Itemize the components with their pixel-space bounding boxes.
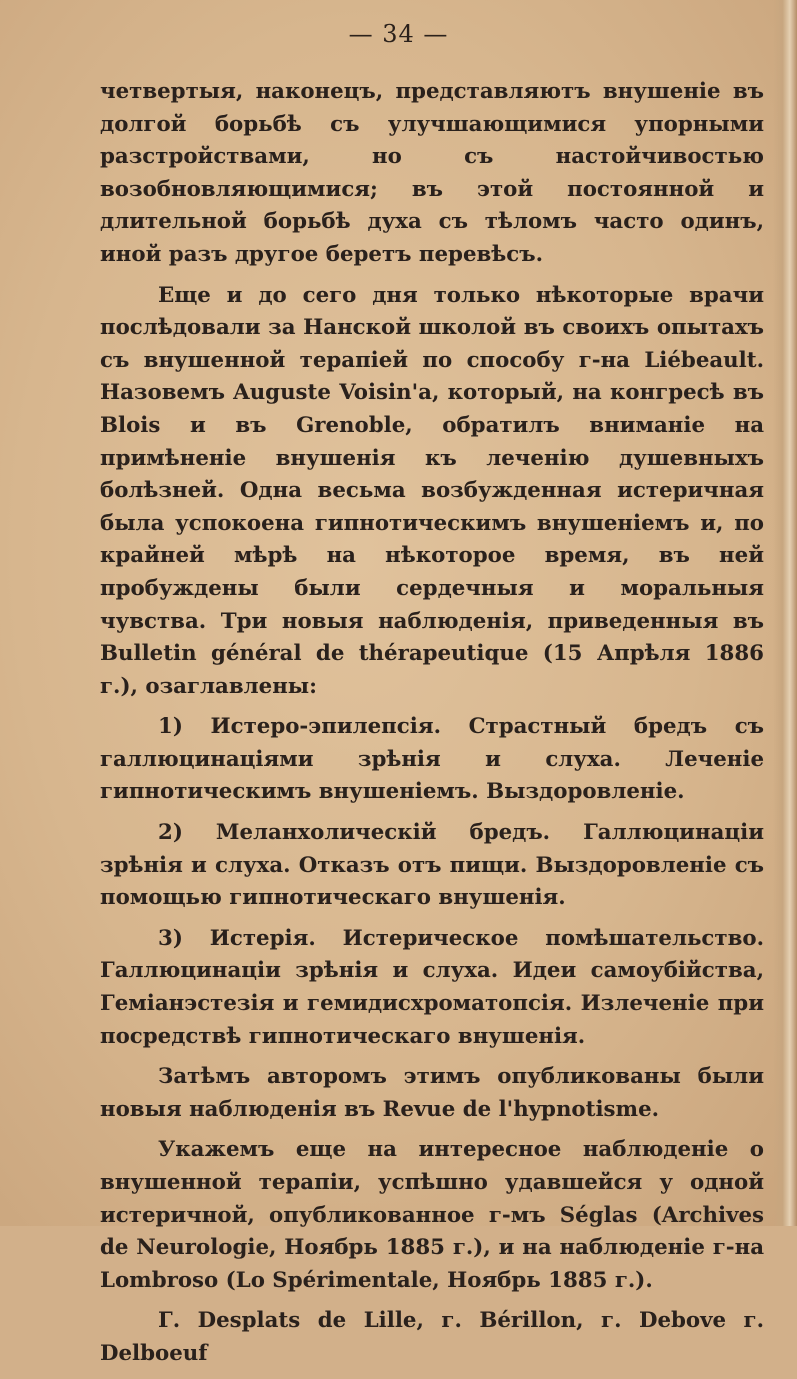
paragraph-continuation: четвертыя, наконецъ, представляютъ внушеніе въ долгой борьбѣ съ улучшающимися упорными разстройствами, но съ настойчивостью возобновляющимися; въ этой постоянной и длительной борьбѣ духа съ тѣломъ часто одинъ, иной разъ другое беретъ перевѣсъ. [100,79,764,267]
page-body [100,76,764,1379]
list-item-observation-2: 2) Меланхолическій бредъ. Галлюцинаціи зрѣнія и слуха. Отказъ отъ пищи. Выздоровленіе съ помощью гипнотическаго внушенія. [100,820,764,911]
list-item-observation-1: 1) Истеро-эпилепсія. Страстный бредъ съ галлюцинаціями зрѣнія и слуха. Леченіе гипнотическимъ внушеніемъ. Выздоровленіе. [100,714,764,805]
paragraph-revue: Затѣмъ авторомъ этимъ опубликованы были новыя наблюденія въ Revue de l'hypnotisme. [100,1064,764,1122]
page-number: — 34 — [348,20,449,48]
paragraph-voisin: Еще и до сего дня только нѣкоторые врачи послѣдовали за Нанской школой въ своихъ опытахъ съ внушенной терапіей по способу г-на Liébeault. Назовемъ Auguste Voisin'a, который, на конгресѣ въ Blois и въ Grenoble, обратилъ вниманіе на примѣненіе внушенія къ леченію душевныхъ болѣзней. Одна весьма возбужденная истеричная была успокоена гипнотическимъ внушеніемъ и, по крайней мѣрѣ на нѣкоторое время, въ ней пробуждены были сердечныя и моральныя чувства. Три новыя наблюденія, приведенныя въ Bulletin général de thérapeutique (15 Апрѣля 1886 г.), озаглавлены: [100,282,764,699]
page-edge [773,0,797,1226]
list-item-observation-3: 3) Истерія. Истерическое помѣшательство. Галлюцинаціи зрѣнія и слуха. Идеи самоубійства, Геміанэстезія и гемидисхроматопсія. Излеченіе при посредствѣ гипнотическаго внушенія. [100,925,764,1049]
paragraph-names: Г. Desplats de Lille, г. Bérillon, г. Debove г. Delboeuf [100,1308,764,1366]
paragraph-seglas-lombroso: Укажемъ еще на интересное наблюденіе о внушенной терапіи, успѣшно удавшейся у одной истеричной, опубликованное г-мъ Séglas (Archives de Neurologie, Ноябрь 1885 г.), и на наблюденіе г-на Lombroso (Lo Spérimentale, Ноябрь 1885 г.). [100,1137,764,1293]
